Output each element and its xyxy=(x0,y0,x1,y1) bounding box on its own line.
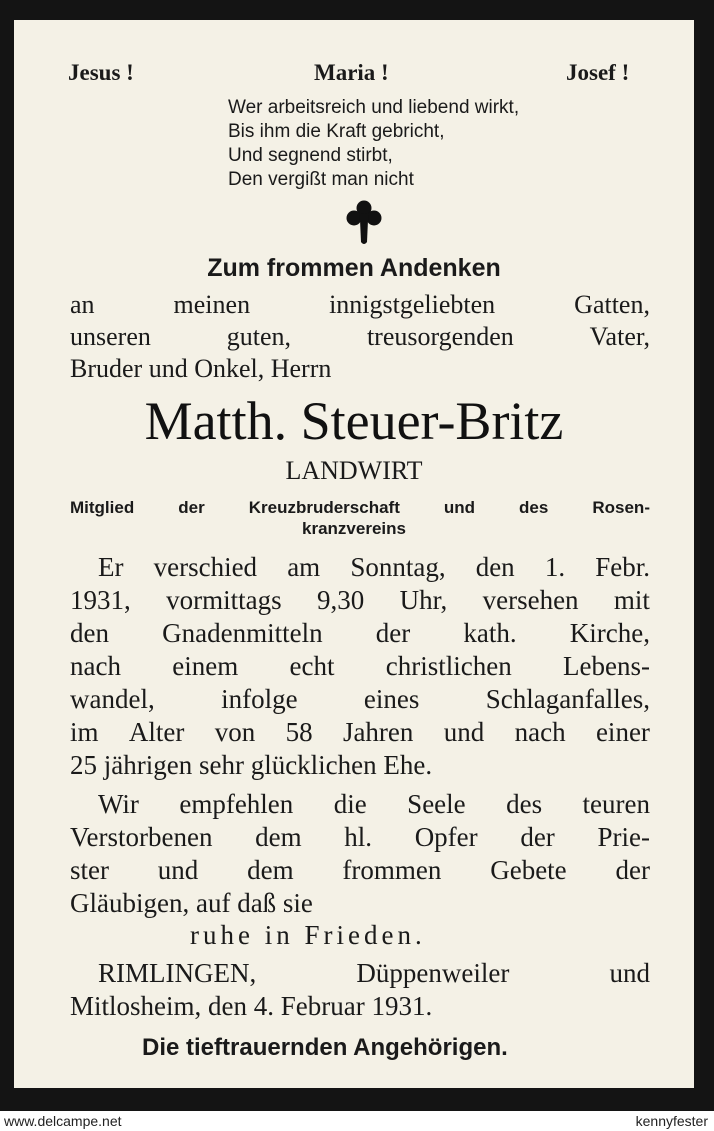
poem-line: Und segnend stirbt, xyxy=(228,145,393,166)
word: einer xyxy=(595,717,650,747)
word: und xyxy=(157,855,199,885)
word: den xyxy=(70,618,109,648)
word: der xyxy=(520,822,555,852)
word: 1931, xyxy=(70,585,131,615)
word: Jahren xyxy=(342,717,414,747)
membership-line: kranzvereins xyxy=(302,519,406,538)
header-josef: Josef ! xyxy=(566,60,630,85)
word: ster xyxy=(70,855,109,885)
word: RIMLINGEN, xyxy=(98,958,257,988)
intro-line xyxy=(70,322,650,352)
word: des xyxy=(506,789,543,819)
word: Kirche, xyxy=(569,618,650,648)
word: wandel, xyxy=(70,684,155,714)
word: infolge xyxy=(221,684,298,714)
header-maria: Maria ! xyxy=(314,60,389,85)
word: Er xyxy=(98,552,124,582)
word: nach xyxy=(70,651,121,681)
signature: Die tieftrauernden Angehörigen. xyxy=(142,1034,508,1061)
word: christlichen xyxy=(385,651,512,681)
word: der xyxy=(178,498,205,517)
prayer-line xyxy=(70,855,650,886)
memorial-heading: Zum frommen Andenken xyxy=(207,254,501,282)
word: Gebete xyxy=(490,855,567,885)
rest-in-peace: ruhe in Frieden. xyxy=(190,920,426,950)
word: mit xyxy=(613,585,650,615)
intro-line xyxy=(70,290,650,320)
notice-line xyxy=(70,585,650,616)
word: und xyxy=(609,958,650,988)
word: von xyxy=(214,717,256,747)
word: vormittags xyxy=(166,585,282,615)
intro-line: Bruder und Onkel, Herrn xyxy=(70,354,332,383)
notice-line xyxy=(70,618,650,649)
word: echt xyxy=(289,651,335,681)
word: 58 xyxy=(285,717,313,747)
word: an xyxy=(70,290,95,319)
word: hl. xyxy=(344,822,373,852)
word: verschied xyxy=(153,552,258,582)
word: Opfer xyxy=(414,822,478,852)
word: dem xyxy=(255,822,302,852)
watermark-seller: kennyfester xyxy=(635,1113,708,1129)
deceased-name: Matth. Steuer-Britz xyxy=(144,391,564,451)
word: Verstorbenen xyxy=(70,822,213,852)
word: und xyxy=(443,498,476,517)
word: Mitglied xyxy=(70,498,135,517)
word: Prie- xyxy=(597,822,650,852)
word: nach xyxy=(514,717,566,747)
place-line xyxy=(98,958,650,989)
word: im xyxy=(70,717,99,747)
word: einem xyxy=(172,651,239,681)
word: am xyxy=(287,552,321,582)
word: teuren xyxy=(582,789,650,819)
word: Lebens- xyxy=(563,651,650,681)
word: des xyxy=(519,498,549,517)
word: Vater, xyxy=(589,322,650,351)
word: empfehlen xyxy=(179,789,294,819)
word: Febr. xyxy=(595,552,650,582)
notice-line xyxy=(98,552,650,583)
prayer-line xyxy=(98,789,650,820)
word: treusorgenden xyxy=(366,322,514,351)
membership-line xyxy=(70,498,650,518)
word: kath. xyxy=(463,618,517,648)
prayer-line xyxy=(70,822,650,853)
cross-icon xyxy=(346,200,382,253)
notice-line xyxy=(70,684,650,715)
notice-line xyxy=(70,651,650,682)
notice-line: 25 jährigen sehr glücklichen Ehe. xyxy=(70,750,433,780)
word: meinen xyxy=(173,290,251,319)
word: Rosen- xyxy=(592,498,650,517)
word: den xyxy=(475,552,515,582)
notice-line xyxy=(70,717,650,748)
word: dem xyxy=(247,855,294,885)
word: Seele xyxy=(407,789,466,819)
word: guten, xyxy=(226,322,292,351)
word: innigstgeliebten xyxy=(329,290,496,319)
word: Sonntag, xyxy=(350,552,446,582)
word: Gnadenmitteln xyxy=(162,618,323,648)
word: und xyxy=(443,717,485,747)
watermark-bar xyxy=(0,1111,714,1131)
word: Kreuzbruderschaft xyxy=(248,498,400,517)
header-jesus: Jesus ! xyxy=(68,60,134,85)
word: Düppenweiler xyxy=(356,958,510,988)
word: eines xyxy=(363,684,420,714)
word: 1. xyxy=(544,552,566,582)
word: der xyxy=(375,618,411,648)
word: die xyxy=(333,789,367,819)
watermark-site: www.delcampe.net xyxy=(4,1113,122,1129)
poem-line: Den vergißt man nicht xyxy=(228,169,414,190)
date-line: Mitlosheim, den 4. Februar 1931. xyxy=(70,991,433,1021)
word: unseren xyxy=(70,322,151,351)
poem-line: Wer arbeitsreich und liebend wirkt, xyxy=(228,97,520,118)
word: versehen xyxy=(482,585,579,615)
word: Gatten, xyxy=(574,290,650,319)
word: Schlaganfalles, xyxy=(485,684,650,714)
memorial-card xyxy=(14,20,694,1088)
word: Alter xyxy=(128,717,185,747)
word: 9,30 xyxy=(316,585,365,615)
poem-line: Bis ihm die Kraft gebricht, xyxy=(228,121,445,142)
word: Uhr, xyxy=(399,585,448,615)
prayer-line: Gläubigen, auf daß sie xyxy=(70,888,313,918)
word: der xyxy=(615,855,650,885)
word: frommen xyxy=(342,855,442,885)
occupation: LANDWIRT xyxy=(285,456,423,485)
word: Wir xyxy=(98,789,139,819)
